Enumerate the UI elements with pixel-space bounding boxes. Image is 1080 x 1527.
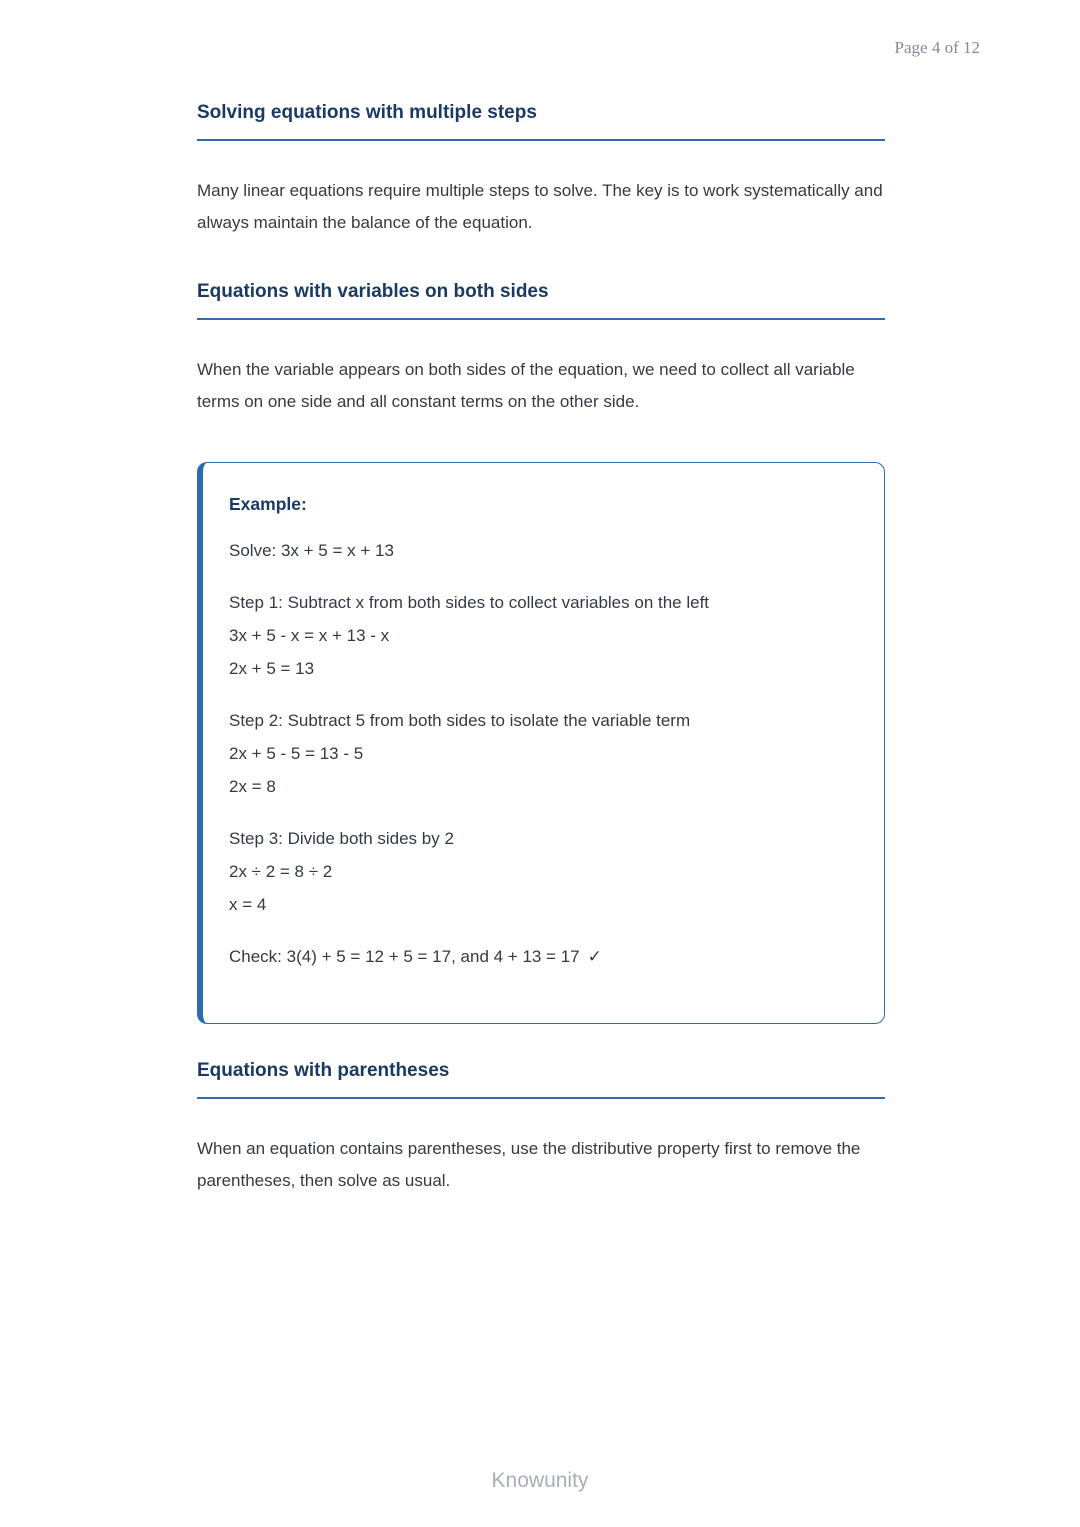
check-text: Check: 3(4) + 5 = 12 + 5 = 17, and 4 + 13 = 17 bbox=[229, 947, 580, 966]
equation-line: 2x + 5 - 5 = 13 - 5 bbox=[229, 744, 364, 763]
check-mark-icon: ✓ bbox=[587, 947, 602, 966]
equation-line: x = 4 bbox=[229, 895, 267, 914]
paragraph-parentheses: When an equation contains parentheses, use the distributive property first to remove the parentheses, then solve as usual. bbox=[197, 1139, 861, 1190]
example-problem: Solve: 3x + 5 = x + 13 bbox=[229, 541, 394, 560]
page-number: Page 4 of 12 bbox=[894, 38, 980, 57]
paragraph-variables-both-sides: When the variable appears on both sides of the equation, we need to collect all variable terms on one side and all constant terms on the other side. bbox=[197, 360, 855, 411]
footer-brand: Knowunity bbox=[491, 1469, 589, 1492]
equation-line: 2x + 5 = 13 bbox=[229, 659, 315, 678]
step-title: Step 3: Divide both sides by 2 bbox=[229, 829, 454, 848]
equation-line: 3x + 5 - x = x + 13 - x bbox=[229, 626, 390, 645]
section-heading-multiple-steps: Solving equations with multiple steps bbox=[197, 0, 885, 141]
step-title: Step 1: Subtract x from both sides to collect variables on the left bbox=[229, 593, 710, 612]
example-box bbox=[197, 462, 885, 1024]
example-step-3 bbox=[229, 822, 854, 921]
example-step-2 bbox=[229, 704, 854, 803]
section-heading-parentheses: Equations with parentheses bbox=[197, 1060, 885, 1099]
equation-line: 2x ÷ 2 = 8 ÷ 2 bbox=[229, 862, 333, 881]
paragraph-multiple-steps: Many linear equations require multiple steps to solve. The key is to work systematically and always maintain the balance of the equation. bbox=[197, 181, 883, 232]
section-heading-variables-both-sides: Equations with variables on both sides bbox=[197, 281, 885, 320]
page-content bbox=[197, 0, 885, 1197]
check-line bbox=[229, 940, 854, 973]
example-label: Example: bbox=[229, 494, 307, 514]
equation-line: 2x = 8 bbox=[229, 777, 276, 796]
example-step-1 bbox=[229, 586, 854, 685]
step-title: Step 2: Subtract 5 from both sides to isolate the variable term bbox=[229, 711, 691, 730]
